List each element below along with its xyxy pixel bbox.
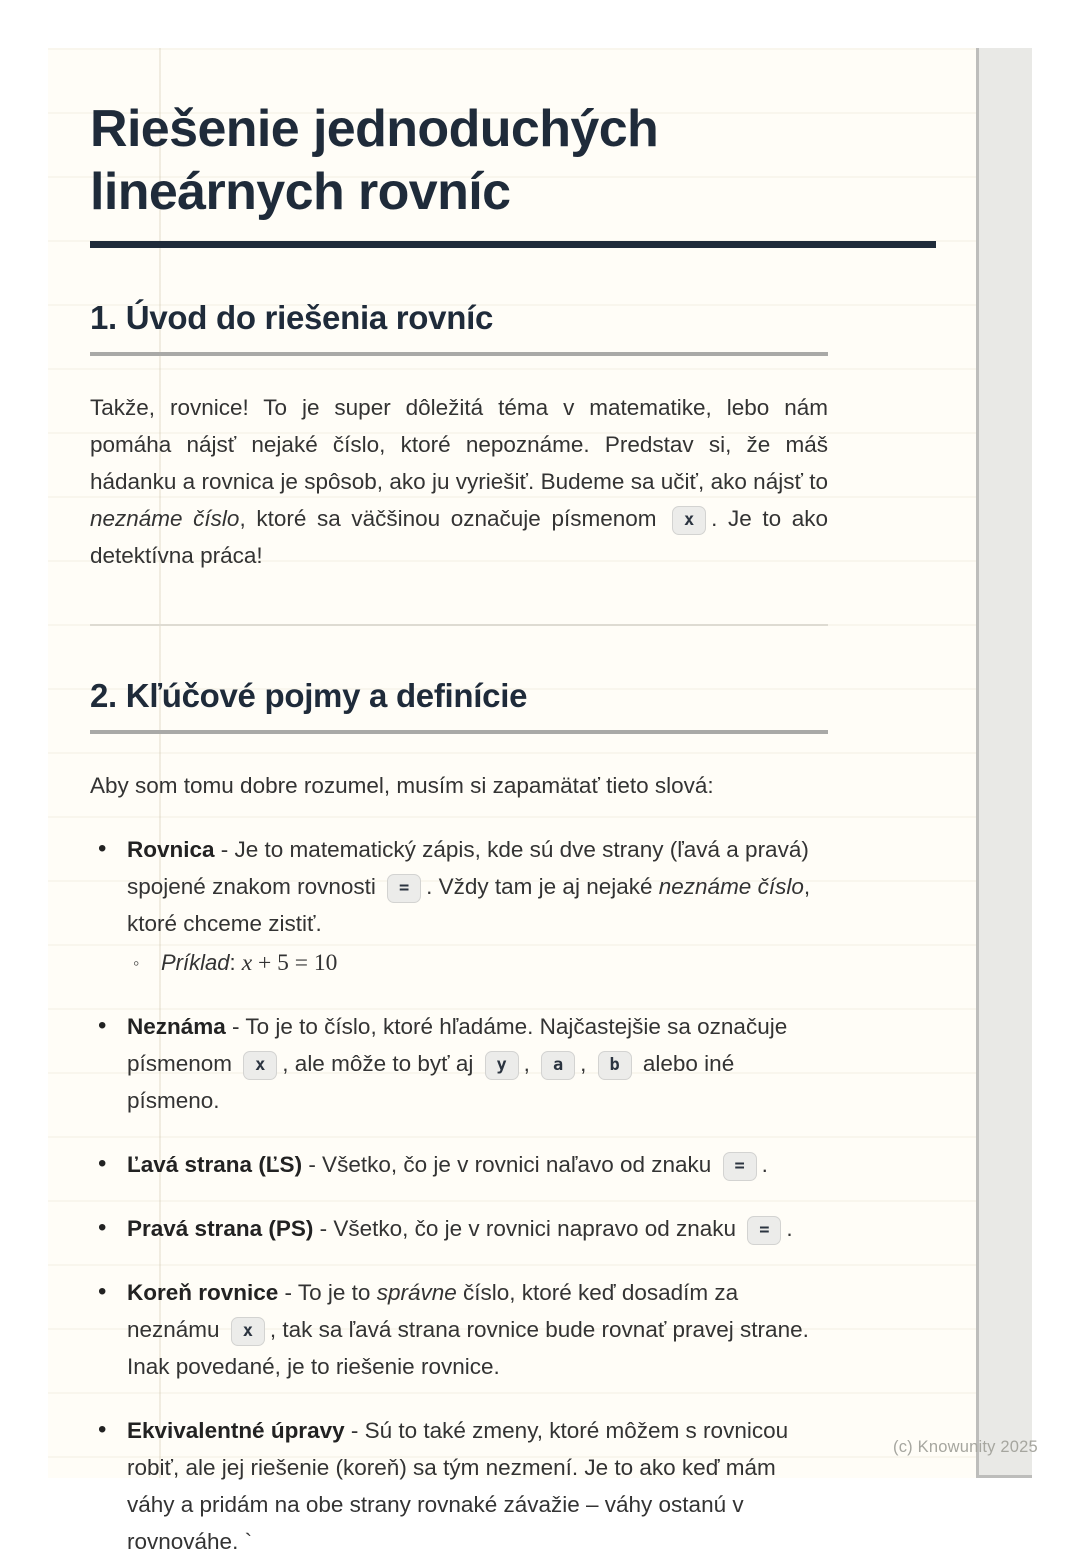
text-run: - To je to [278, 1280, 377, 1305]
next-page-edge [976, 48, 1032, 1478]
text-run: . Vždy tam je aj nejaké [426, 874, 659, 899]
text-run: Takže, rovnice! To je super dôležitá téma v matematike, lebo nám pomáha nájsť nejaké číslo, ktoré nepoznáme. Predstav si, že máš hádanku a rovnica je spôsob, ako ju vyriešiť. Budeme sa učiť, ako nájsť to [90, 395, 828, 494]
term-label: Rovnica [127, 837, 215, 862]
key-terms-list [90, 831, 828, 1560]
inline-code-chip: y [485, 1051, 519, 1080]
bullet-marker: • [98, 1214, 107, 1241]
term-label: Koreň rovnice [127, 1280, 279, 1305]
text-run: : [229, 950, 242, 975]
key-terms-intro: Aby som tomu dobre rozumel, musím si zapamätať tieto slová: [90, 773, 714, 798]
sub-bullet-marker: ◦ [133, 953, 140, 973]
text-run: - Všetko, čo je v rovnici napravo od znaku [313, 1216, 743, 1241]
bullet-marker: • [98, 835, 107, 862]
heading-rule-2 [90, 730, 828, 734]
italic-text: neznáme číslo [658, 874, 804, 899]
section-intro [90, 298, 828, 574]
text-run: , [580, 1051, 593, 1076]
inline-code-chip: a [541, 1051, 575, 1080]
list-item [90, 1146, 828, 1183]
term-label: Neznáma [127, 1014, 226, 1039]
term-label: Ekvivalentné úpravy [127, 1418, 345, 1443]
text-run: , tak sa ľavá strana rovnice bude rovnať pravej strane. Inak povedané, je to riešenie rovnice. [127, 1317, 809, 1379]
text-run: - To je to číslo, ktoré hľadáme. Najčastejšie sa označuje písmenom [127, 1014, 788, 1076]
text-run: - Všetko, čo je v rovnici naľavo od znaku [302, 1152, 718, 1177]
heading-rule-1 [90, 352, 828, 356]
text-run: , ktoré sa väčšinou označuje písmenom [239, 506, 668, 531]
list-item [90, 1008, 828, 1119]
term-label: Pravá strana (PS) [127, 1216, 314, 1241]
list-item [90, 1274, 828, 1385]
page-title: Riešenie jednoduchých lineárnych rovníc [90, 100, 659, 221]
term-label: Ľavá strana (ĽS) [127, 1152, 303, 1177]
text-run: , ale môže to byť aj [282, 1051, 480, 1076]
bullet-marker: • [98, 1416, 107, 1443]
section-heading-2: 2. Kľúčové pojmy a definície [90, 677, 528, 714]
section-heading-1: 1. Úvod do riešenia rovníc [90, 299, 493, 336]
list-item [90, 1210, 828, 1247]
inline-code-chip: b [598, 1051, 632, 1080]
section-key-terms [90, 676, 828, 1560]
bullet-marker: • [98, 1012, 107, 1039]
inline-code-chip: = [723, 1152, 757, 1181]
sub-list-item [127, 945, 828, 981]
text-run: alebo iné písmeno. [127, 1051, 735, 1113]
bullet-marker: • [98, 1150, 107, 1177]
text-run: - Sú to také zmeny, ktoré môžem s rovnicou robiť, ale jej riešenie (koreň) sa tým nezmení. Je to ako keď mám váhy a pridám na obe strany rovnaké závažie – váhy ostanú v rovnováhe. ` [127, 1418, 789, 1554]
title-rule [90, 241, 936, 248]
intro-paragraph [90, 389, 828, 574]
text-run: . Je to ako detektívna práca! [90, 506, 829, 568]
list-item [90, 1412, 828, 1560]
inline-code-chip: x [243, 1051, 277, 1080]
italic-text: správne [376, 1280, 457, 1305]
list-item [90, 831, 828, 981]
italic-text: Príklad [161, 950, 230, 975]
section-divider [90, 624, 828, 626]
inline-code-chip: x [672, 506, 706, 535]
text-run: - Je to matematický zápis, kde sú dve strany (ľavá a pravá) spojené znakom rovnosti [127, 837, 809, 899]
text-run: , [523, 1051, 537, 1076]
text-run: . [761, 1152, 768, 1177]
sub-list [127, 945, 828, 981]
italic-text: neznáme číslo [90, 506, 240, 531]
math-variable: x [241, 950, 253, 976]
inline-code-chip: = [747, 1216, 781, 1245]
copyright-watermark: (c) Knowunity 2025 [893, 1438, 1038, 1456]
document-page [48, 48, 976, 1554]
text-run: , ktoré chceme zistiť. [127, 874, 811, 936]
text-run: . [786, 1216, 793, 1241]
text-run: číslo, ktoré keď dosadím za neznámu [127, 1280, 739, 1342]
inline-code-chip: = [387, 874, 421, 903]
page-content [90, 98, 936, 1560]
math-expression: + 5 = 10 [252, 950, 338, 976]
bullet-marker: • [98, 1278, 107, 1305]
inline-code-chip: x [231, 1317, 265, 1346]
